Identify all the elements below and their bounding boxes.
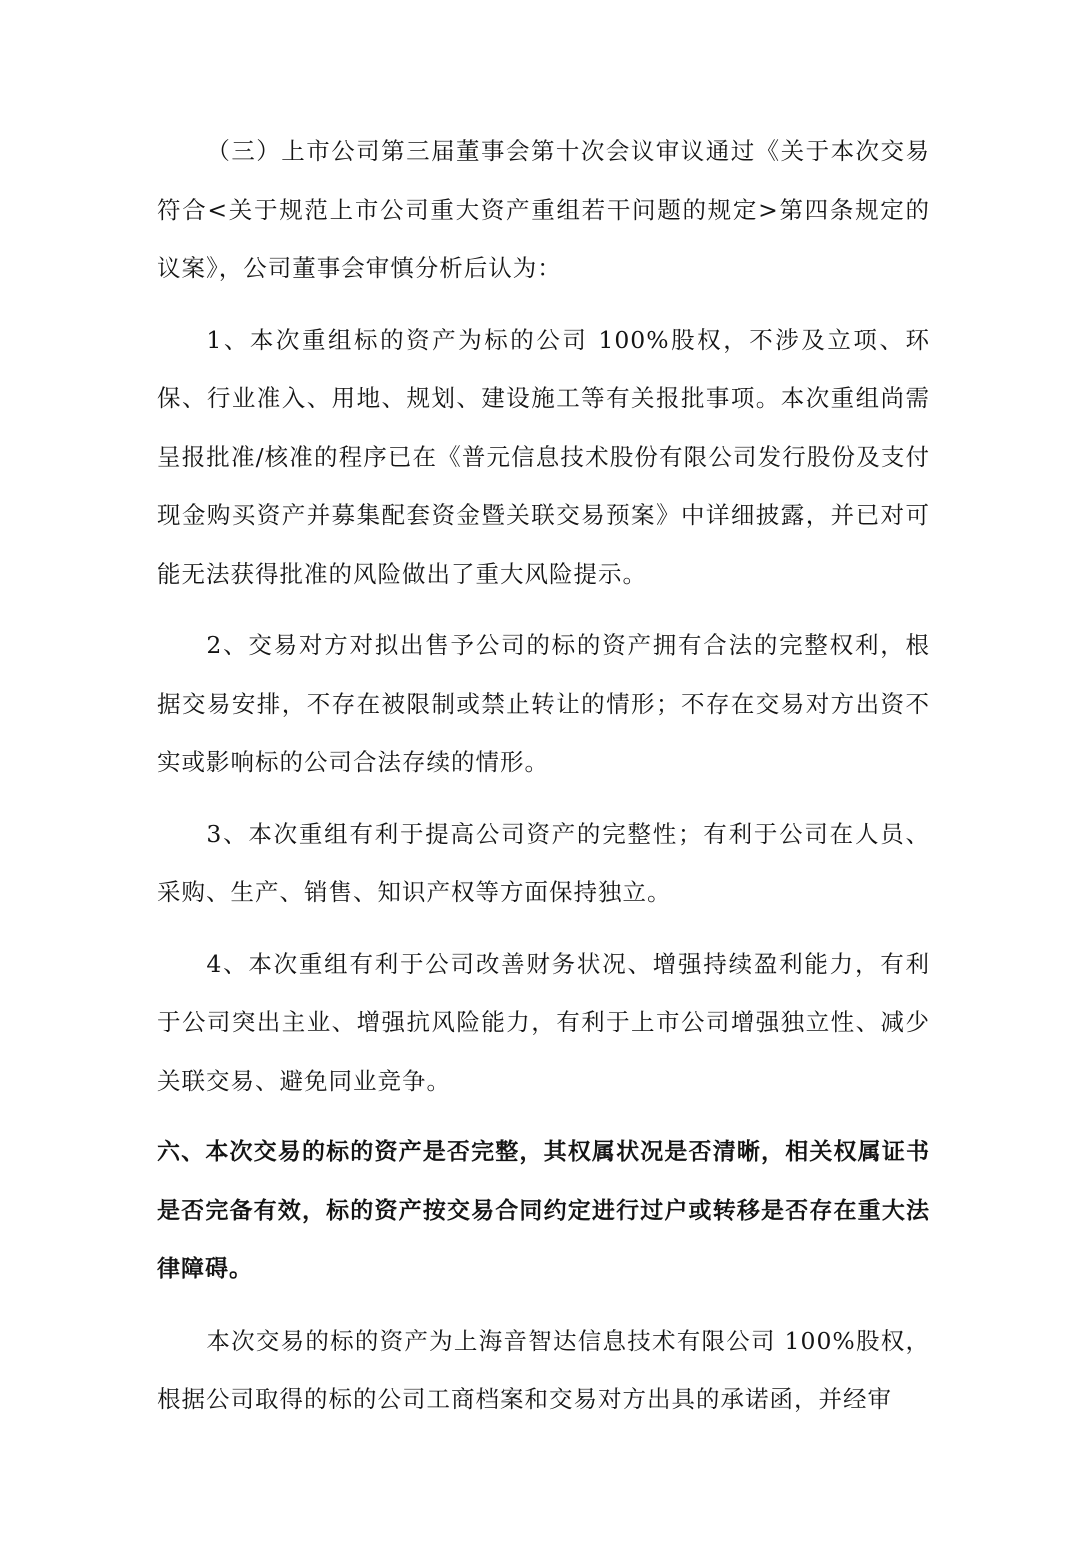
paragraph-item-3: 3、本次重组有利于提高公司资产的完整性；有利于公司在人员、采购、生产、销售、知识产权等方面保持独立。 — [157, 819, 930, 906]
paragraph-item-2: 2、交易对方对拟出售予公司的标的资产拥有合法的完整权利，根据交易安排，不存在被限制或禁止转让的情形；不存在交易对方出资不实或影响标的公司合法存续的情形。 — [157, 631, 930, 776]
document-body — [157, 122, 930, 1429]
paragraph-item-1: 1、本次重组标的资产为标的公司 100%股权，不涉及立项、环保、行业准入、用地、规划、建设施工等有关报批事项。本次重组尚需呈报批准/核准的程序已在《普元信息技术股份有限公司发行股份及支付现金购买资产并募集配套资金暨关联交易预案》中详细披露，并已对可能无法获得批准的风险做出了重大风险提示。 — [157, 325, 930, 588]
section-heading-six: 六、本次交易的标的资产是否完整，其权属状况是否清晰，相关权属证书是否完备有效，标的资产按交易合同约定进行过户或转移是否存在重大法律障碍。 — [157, 1139, 930, 1282]
paragraph-target-asset: 本次交易的标的资产为上海音智达信息技术有限公司 100%股权，根据公司取得的标的公司工商档案和交易对方出具的承诺函，并经审 — [157, 1326, 930, 1413]
paragraph-item-4: 4、本次重组有利于公司改善财务状况、增强持续盈利能力，有利于公司突出主业、增强抗风险能力，有利于上市公司增强独立性、减少关联交易、避免同业竞争。 — [157, 949, 930, 1095]
paragraph-board-resolution: （三）上市公司第三届董事会第十次会议审议通过《关于本次交易符合<关于规范上市公司重大资产重组若干问题的规定>第四条规定的议案》，公司董事会审慎分析后认为： — [157, 137, 930, 282]
